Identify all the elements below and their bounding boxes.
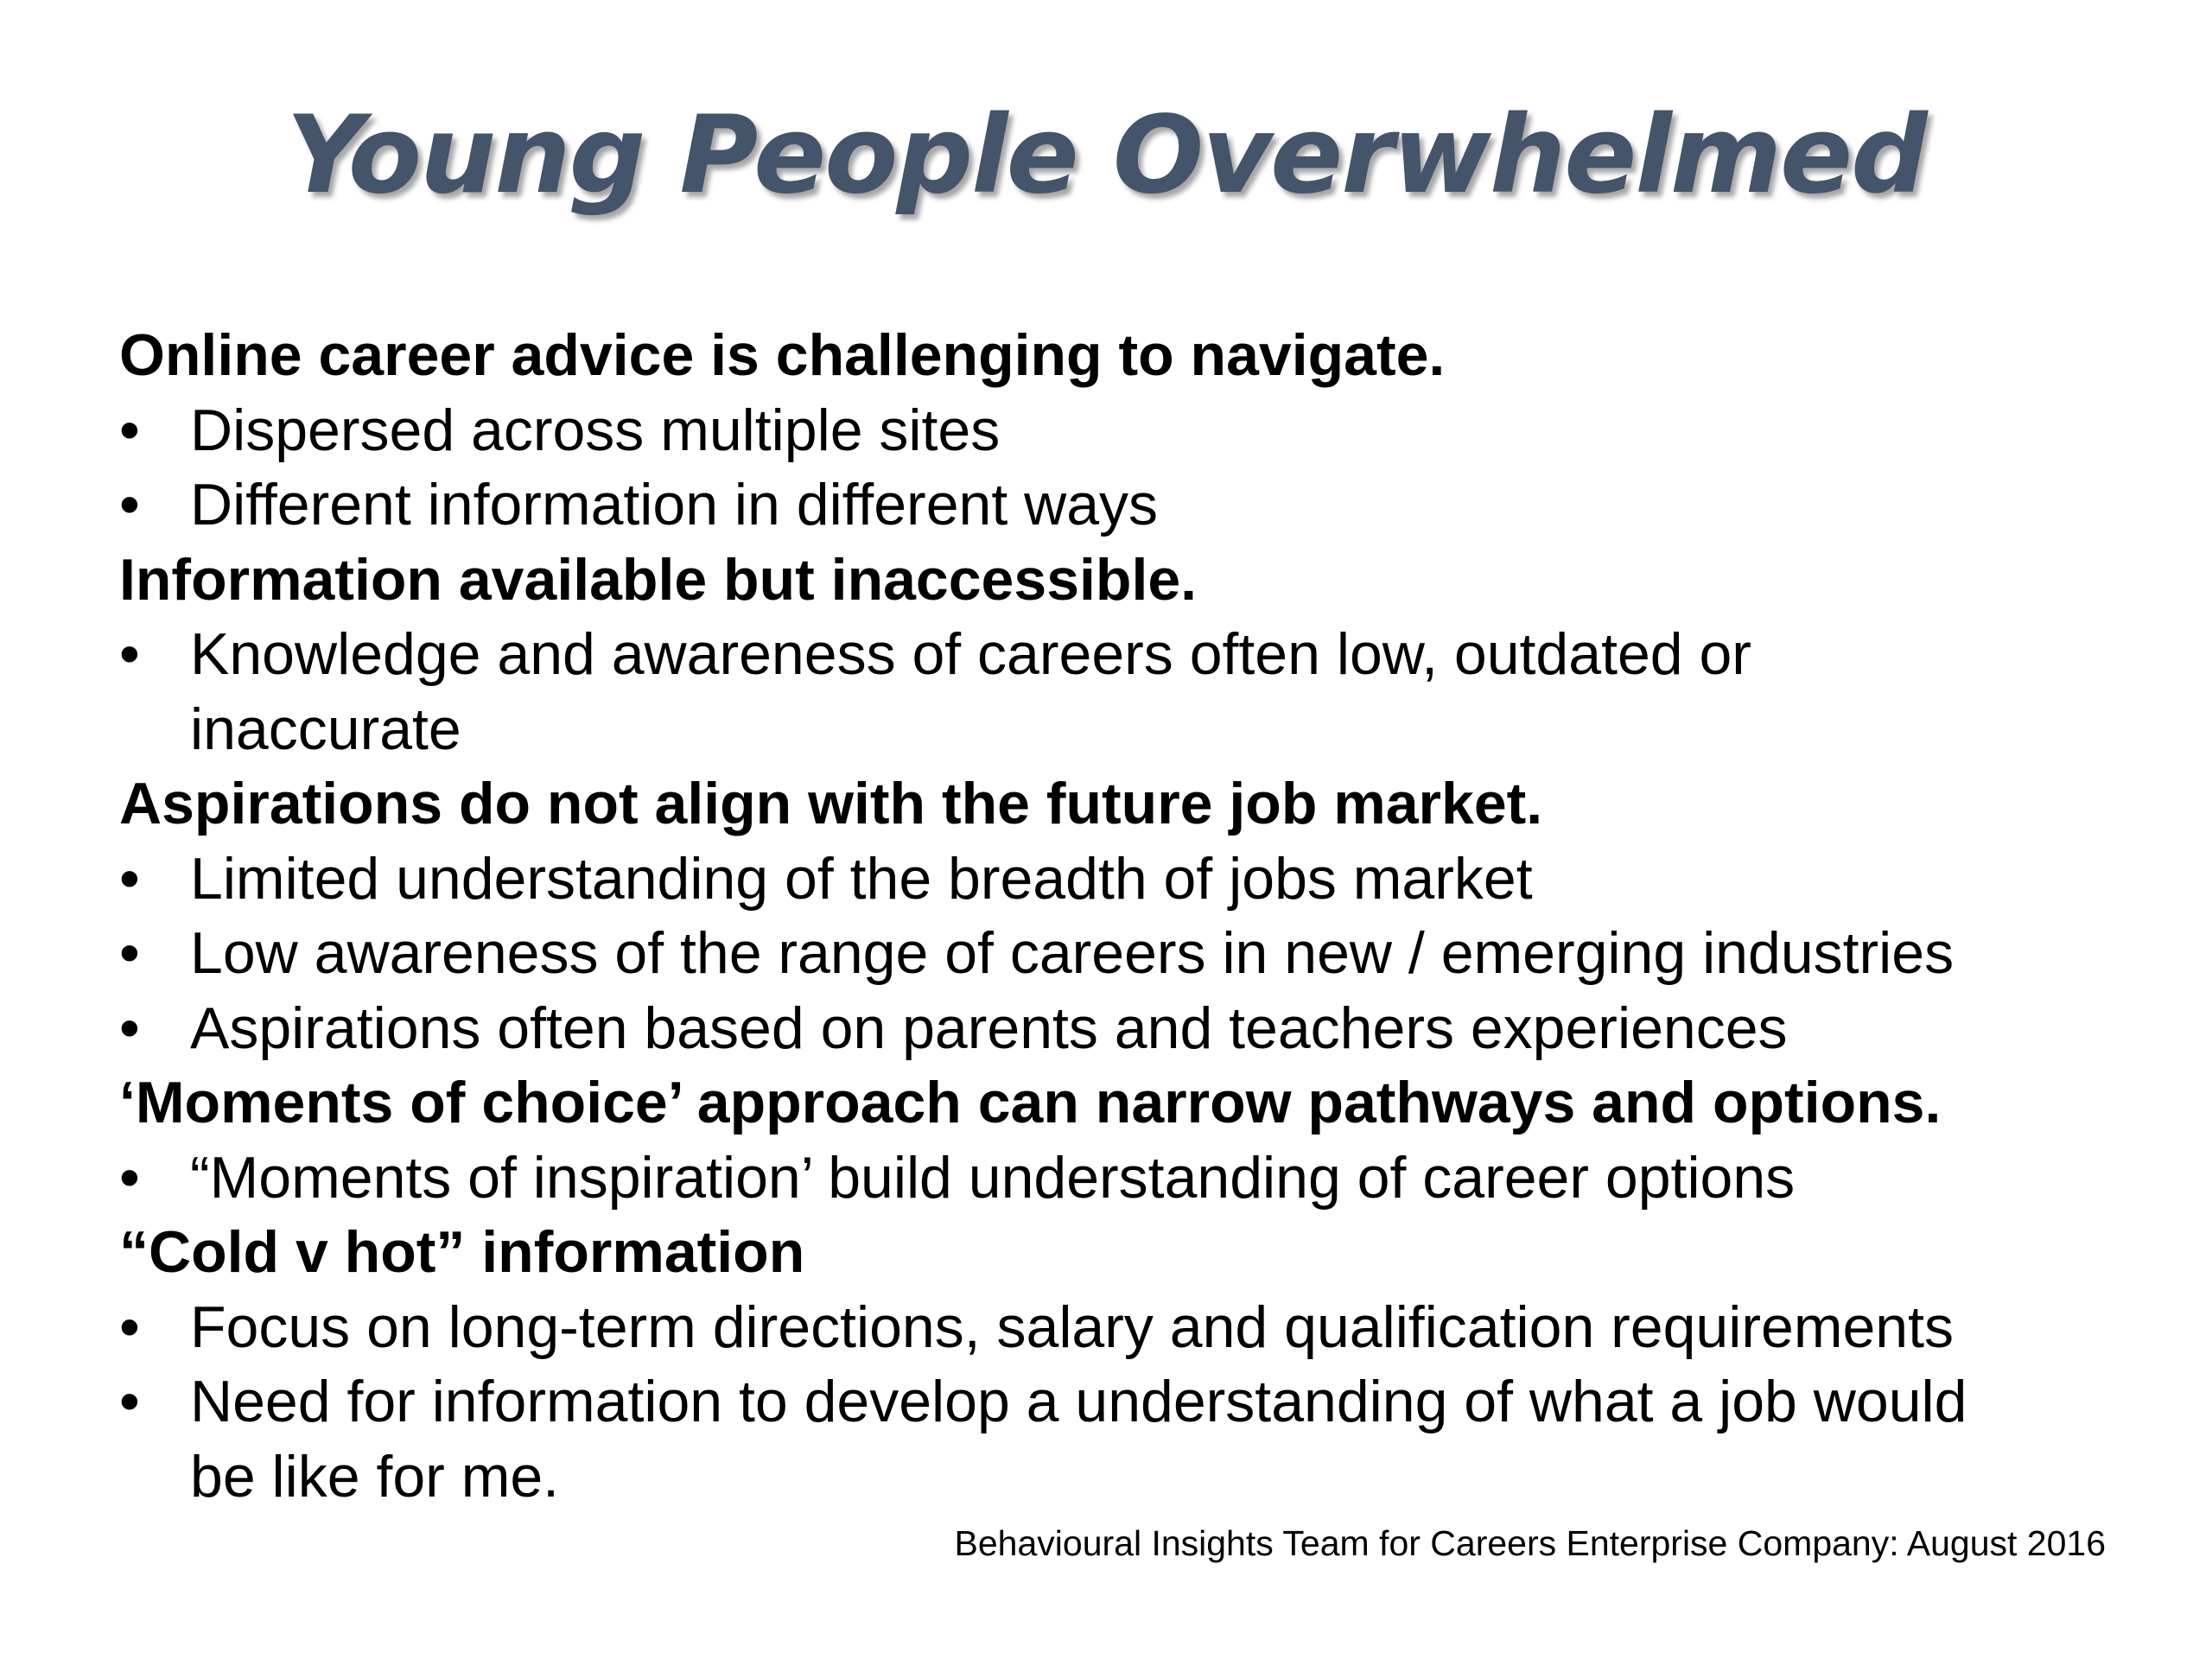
section-heading: ‘Moments of choice’ approach can narrow pathways and options.: [119, 1070, 1942, 1135]
bullet-item: [119, 1141, 2107, 1216]
section-heading: “Cold v hot” information: [119, 1219, 805, 1285]
bullet-text: Focus on long-term directions, salary and qualification requirements: [190, 1294, 1954, 1360]
bullet-text-continuation: be like for me.: [190, 1443, 560, 1510]
bullet-icon: •: [119, 1294, 140, 1360]
bullet-text: “Moments of inspiration’ build understanding of career options: [190, 1144, 1796, 1211]
bullet-icon: •: [119, 397, 140, 463]
bullet-icon: •: [119, 920, 140, 986]
bullet-icon: •: [119, 472, 140, 537]
slide-title: Young People Overwhelmed: [286, 93, 1926, 218]
bullet-text: Limited understanding of the breadth of jobs market: [190, 845, 1533, 912]
bullet-item: [119, 842, 2107, 917]
bullet-item: [119, 916, 2107, 991]
bullet-icon: •: [119, 1369, 140, 1434]
bullet-item: [119, 393, 2107, 468]
bullet-item: [119, 617, 2107, 692]
slide-body: [119, 318, 2107, 1514]
bullet-text: Aspirations often based on parents and teachers experiences: [190, 995, 1788, 1061]
bullet-text: Knowledge and awareness of careers often low, outdated or: [190, 621, 1751, 687]
bullet-text: Dispersed across multiple sites: [190, 397, 1001, 463]
bullet-item: [119, 467, 2107, 543]
section-heading: Online career advice is challenging to navigate.: [119, 322, 1446, 388]
section-heading: Information available but inaccessible.: [119, 546, 1198, 613]
bullet-item: [119, 991, 2107, 1066]
section-heading: Aspirations do not align with the future job market.: [119, 771, 1543, 836]
bullet-text: Low awareness of the range of careers in new / emerging industries: [190, 920, 1955, 986]
bullet-icon: •: [119, 995, 140, 1061]
bullet-icon: •: [119, 621, 140, 687]
bullet-icon: •: [119, 845, 140, 912]
bullet-text-continuation: inaccurate: [190, 696, 461, 762]
bullet-item: [119, 1290, 2107, 1365]
bullet-text: Need for information to develop a understanding of what a job would: [190, 1369, 1967, 1434]
bullet-icon: •: [119, 1144, 140, 1211]
source-citation: Behavioural Insights Team for Careers Enterprise Company: August 2016: [954, 1523, 2106, 1563]
bullet-text: Different information in different ways: [190, 472, 1159, 537]
bullet-item: [119, 1364, 2107, 1440]
